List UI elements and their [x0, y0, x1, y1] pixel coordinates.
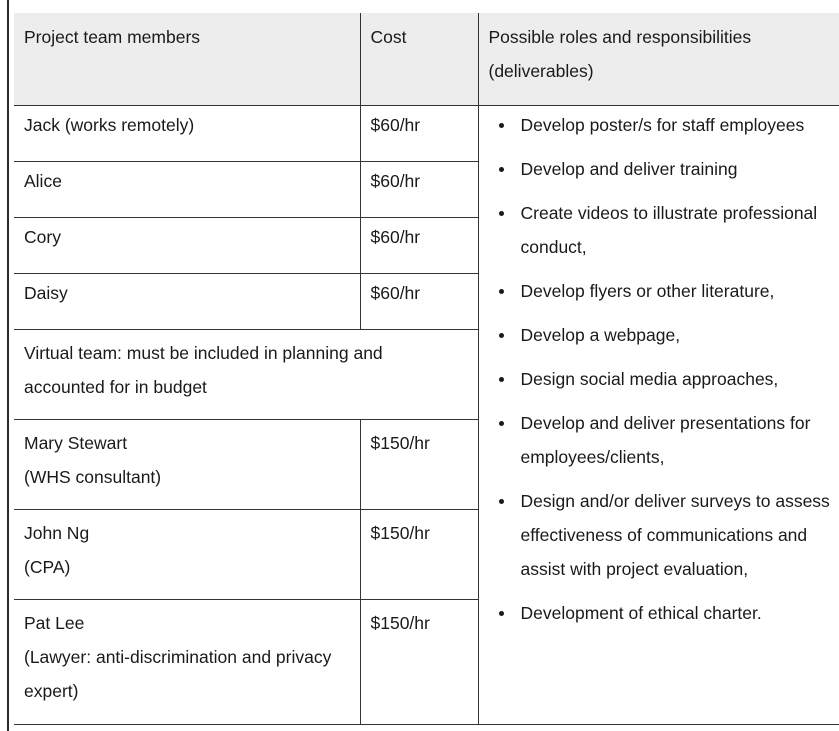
member-cost: $60/hr: [360, 273, 478, 329]
consultant-name: John Ng: [24, 522, 90, 543]
project-team-table: [14, 13, 839, 725]
list-item: Design and/or deliver surveys to assess effectiveness of communications and assist with project evaluation,: [497, 484, 839, 586]
consultant-cell: [14, 599, 360, 724]
list-item: Design social media approaches,: [497, 362, 839, 396]
consultant-cell: [14, 419, 360, 509]
consultant-detail: (Lawyer: anti-discrimination and privacy expert): [24, 646, 332, 701]
virtual-team-note: Virtual team: must be included in planning and accounted for in budget: [14, 329, 478, 419]
table-header-row: [14, 13, 839, 105]
member-cost: $60/hr: [360, 105, 478, 161]
page-left-border: [7, 0, 9, 731]
member-name: Daisy: [14, 273, 360, 329]
header-cost: Cost: [360, 13, 478, 105]
roles-cell: [478, 105, 839, 724]
consultant-name: Pat Lee: [24, 612, 85, 633]
consultant-detail: (CPA): [24, 556, 71, 577]
member-name: Cory: [14, 217, 360, 273]
roles-list: [497, 108, 839, 630]
list-item: Develop and deliver training: [497, 152, 839, 186]
member-name: Alice: [14, 161, 360, 217]
list-item: Develop and deliver presentations for employees/clients,: [497, 406, 839, 474]
consultant-cost: $150/hr: [360, 599, 478, 724]
header-members: Project team members: [14, 13, 360, 105]
member-cost: $60/hr: [360, 217, 478, 273]
list-item: Develop flyers or other literature,: [497, 274, 839, 308]
consultant-cost: $150/hr: [360, 419, 478, 509]
member-name: Jack (works remotely): [14, 105, 360, 161]
list-item: Develop a webpage,: [497, 318, 839, 352]
member-cost: $60/hr: [360, 161, 478, 217]
consultant-cost: $150/hr: [360, 509, 478, 599]
list-item: Create videos to illustrate professional conduct,: [497, 196, 839, 264]
list-item: Development of ethical charter.: [497, 596, 839, 630]
consultant-cell: [14, 509, 360, 599]
table-row: [14, 105, 839, 161]
header-roles: Possible roles and responsibilities (deliverables): [478, 13, 839, 105]
consultant-name: Mary Stewart: [24, 432, 128, 453]
consultant-detail: (WHS consultant): [24, 466, 162, 487]
list-item: Develop poster/s for staff employees: [497, 108, 839, 142]
